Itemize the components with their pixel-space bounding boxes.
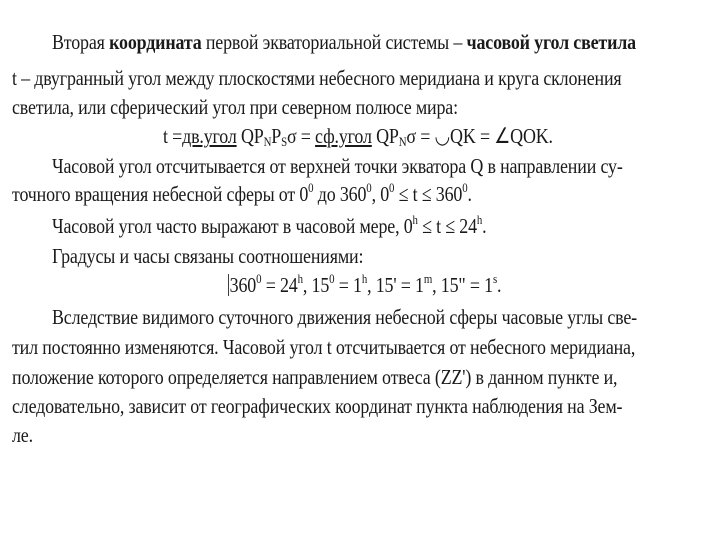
formula-text: P xyxy=(271,124,282,148)
bold-term-coordinate: координата xyxy=(109,30,202,54)
formula-text: QP xyxy=(371,124,399,148)
paragraph-5-line-3: положение которого определяется направлением отвеса (ZZ') в данном пункте и, xyxy=(12,365,618,389)
superscript: m xyxy=(423,271,433,286)
text-span: точного вращения небесной сферы от 0 xyxy=(12,182,309,206)
text-span: первой экваториальной системы – xyxy=(201,30,467,54)
text-span: . xyxy=(467,182,472,206)
formula-subscript: N xyxy=(263,134,272,149)
formula-dihedral-angle: дв.угол xyxy=(182,124,237,148)
superscript: h xyxy=(297,271,303,286)
formula-text: , 15 xyxy=(302,273,330,297)
paragraph-5-line-4: следовательно, зависит от географических координат пункта наблюдения на Зем- xyxy=(12,394,623,418)
paragraph-2-line-2 xyxy=(12,182,597,206)
text-span: Часовой угол часто выражают в часовой мере, 0 xyxy=(52,214,413,238)
formula-hour-angle xyxy=(163,124,720,148)
formula-text: 360 xyxy=(229,273,257,297)
text-span: Вторая xyxy=(52,30,110,54)
bold-term-hour-angle: часовой угол светила xyxy=(466,30,636,54)
paragraph-2-line-1: Часовой угол отсчитывается от верхней точки экватора Q в направлении су- xyxy=(52,154,623,178)
superscript: h xyxy=(361,271,368,286)
formula-degree-hour-relation xyxy=(228,273,720,297)
formula-spherical-angle: сф.угол xyxy=(315,124,372,148)
superscript: 0 xyxy=(256,271,262,286)
text-span: ≤ t ≤ 24 xyxy=(417,214,477,238)
superscript: 0 xyxy=(389,180,395,195)
formula-text: , 15" = 1 xyxy=(432,273,493,297)
formula-text: = 24 xyxy=(261,273,298,297)
formula-subscript: N xyxy=(398,134,407,149)
paragraph-1-line-1 xyxy=(52,30,637,54)
paragraph-5-line-1: Вследствие видимого суточного движения небесной сферы часовые углы све- xyxy=(52,305,637,329)
superscript: s xyxy=(492,271,498,286)
superscript: h xyxy=(412,212,418,227)
superscript: h xyxy=(476,212,483,227)
superscript: 0 xyxy=(462,180,468,195)
formula-text: = 1 xyxy=(334,273,362,297)
formula-text: σ = ◡QK = ∠QOK. xyxy=(406,124,553,148)
paragraph-3-line-1 xyxy=(52,214,637,238)
formula-text: QP xyxy=(236,124,264,148)
superscript: 0 xyxy=(366,180,372,195)
formula-text: . xyxy=(497,273,502,297)
formula-text: σ = xyxy=(286,124,316,148)
text-span: . xyxy=(482,214,487,238)
paragraph-4-line-1: Градусы и часы связаны соотношениями: xyxy=(52,244,364,268)
text-span: ≤ t ≤ 360 xyxy=(394,182,463,206)
paragraph-1-line-3: светила, или сферический угол при северном полюсе мира: xyxy=(12,95,458,119)
formula-subscript: S xyxy=(281,134,287,149)
paragraph-1-line-2: t – двугранный угол между плоскостями небесного меридиана и круга склонения xyxy=(12,66,622,90)
superscript: 0 xyxy=(329,271,335,286)
formula-text: t = xyxy=(163,124,183,148)
formula-text: , 15' = 1 xyxy=(367,273,424,297)
text-span: до 360 xyxy=(313,182,367,206)
superscript: 0 xyxy=(308,180,314,195)
paragraph-5-line-2: тил постоянно изменяются. Часовой угол t отсчитывается от небесного меридиана, xyxy=(12,335,636,359)
paragraph-5-line-5: ле. xyxy=(12,423,33,447)
text-span: , 0 xyxy=(371,182,390,206)
